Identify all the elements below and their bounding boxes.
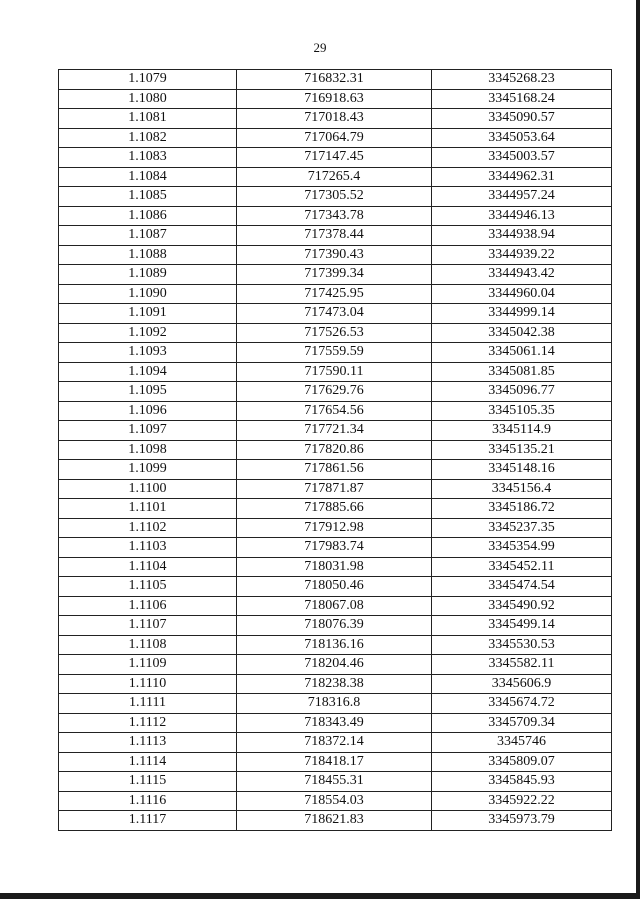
- y-coordinate-cell: 3345530.53: [432, 635, 612, 655]
- x-coordinate-cell: 718316.8: [237, 694, 432, 714]
- x-coordinate-cell: 717399.34: [237, 265, 432, 285]
- x-coordinate-cell: 717861.56: [237, 460, 432, 480]
- x-coordinate-cell: 717064.79: [237, 128, 432, 148]
- point-id-cell: 1.1108: [59, 635, 237, 655]
- y-coordinate-cell: 3345105.35: [432, 401, 612, 421]
- table-row: [59, 265, 612, 285]
- point-id-cell: 1.1115: [59, 772, 237, 792]
- x-coordinate-cell: 718050.46: [237, 577, 432, 597]
- table-row: [59, 596, 612, 616]
- coordinates-table-body: [59, 70, 612, 831]
- table-row: [59, 440, 612, 460]
- point-id-cell: 1.1116: [59, 791, 237, 811]
- y-coordinate-cell: 3345186.72: [432, 499, 612, 519]
- y-coordinate-cell: 3345168.24: [432, 89, 612, 109]
- point-id-cell: 1.1091: [59, 304, 237, 324]
- x-coordinate-cell: 718418.17: [237, 752, 432, 772]
- y-coordinate-cell: 3345922.22: [432, 791, 612, 811]
- y-coordinate-cell: 3345499.14: [432, 616, 612, 636]
- table-row: [59, 401, 612, 421]
- y-coordinate-cell: 3344943.42: [432, 265, 612, 285]
- point-id-cell: 1.1111: [59, 694, 237, 714]
- point-id-cell: 1.1114: [59, 752, 237, 772]
- y-coordinate-cell: 3344946.13: [432, 206, 612, 226]
- x-coordinate-cell: 717265.4: [237, 167, 432, 187]
- point-id-cell: 1.1109: [59, 655, 237, 675]
- y-coordinate-cell: 3345148.16: [432, 460, 612, 480]
- table-row: [59, 694, 612, 714]
- x-coordinate-cell: 717885.66: [237, 499, 432, 519]
- table-row: [59, 245, 612, 265]
- x-coordinate-cell: 718554.03: [237, 791, 432, 811]
- point-id-cell: 1.1096: [59, 401, 237, 421]
- y-coordinate-cell: 3345452.11: [432, 557, 612, 577]
- x-coordinate-cell: 717983.74: [237, 538, 432, 558]
- y-coordinate-cell: 3345606.9: [432, 674, 612, 694]
- point-id-cell: 1.1089: [59, 265, 237, 285]
- table-row: [59, 577, 612, 597]
- point-id-cell: 1.1106: [59, 596, 237, 616]
- point-id-cell: 1.1094: [59, 362, 237, 382]
- point-id-cell: 1.1100: [59, 479, 237, 499]
- table-row: [59, 811, 612, 831]
- table-row: [59, 460, 612, 480]
- x-coordinate-cell: 717912.98: [237, 518, 432, 538]
- table-row: [59, 343, 612, 363]
- point-id-cell: 1.1097: [59, 421, 237, 441]
- x-coordinate-cell: 717590.11: [237, 362, 432, 382]
- y-coordinate-cell: 3345135.21: [432, 440, 612, 460]
- table-row: [59, 323, 612, 343]
- table-row: [59, 148, 612, 168]
- point-id-cell: 1.1080: [59, 89, 237, 109]
- x-coordinate-cell: 717526.53: [237, 323, 432, 343]
- point-id-cell: 1.1088: [59, 245, 237, 265]
- y-coordinate-cell: 3345809.07: [432, 752, 612, 772]
- x-coordinate-cell: 717378.44: [237, 226, 432, 246]
- x-coordinate-cell: 717343.78: [237, 206, 432, 226]
- table-row: [59, 499, 612, 519]
- x-coordinate-cell: 717147.45: [237, 148, 432, 168]
- table-row: [59, 109, 612, 129]
- y-coordinate-cell: 3345268.23: [432, 70, 612, 90]
- table-row: [59, 538, 612, 558]
- point-id-cell: 1.1092: [59, 323, 237, 343]
- point-id-cell: 1.1085: [59, 187, 237, 207]
- x-coordinate-cell: 717018.43: [237, 109, 432, 129]
- table-row: [59, 421, 612, 441]
- y-coordinate-cell: 3345674.72: [432, 694, 612, 714]
- page-number: 29: [313, 40, 327, 55]
- point-id-cell: 1.1082: [59, 128, 237, 148]
- point-id-cell: 1.1083: [59, 148, 237, 168]
- table-row: [59, 635, 612, 655]
- table-row: [59, 772, 612, 792]
- point-id-cell: 1.1081: [59, 109, 237, 129]
- table-row: [59, 382, 612, 402]
- coordinates-table: [58, 69, 612, 831]
- point-id-cell: 1.1084: [59, 167, 237, 187]
- x-coordinate-cell: 716918.63: [237, 89, 432, 109]
- point-id-cell: 1.1102: [59, 518, 237, 538]
- x-coordinate-cell: 718372.14: [237, 733, 432, 753]
- y-coordinate-cell: 3345709.34: [432, 713, 612, 733]
- table-row: [59, 284, 612, 304]
- point-id-cell: 1.1087: [59, 226, 237, 246]
- table-row: [59, 362, 612, 382]
- y-coordinate-cell: 3345061.14: [432, 343, 612, 363]
- x-coordinate-cell: 718076.39: [237, 616, 432, 636]
- x-coordinate-cell: 717721.34: [237, 421, 432, 441]
- point-id-cell: 1.1101: [59, 499, 237, 519]
- table-row: [59, 557, 612, 577]
- point-id-cell: 1.1079: [59, 70, 237, 90]
- y-coordinate-cell: 3345746: [432, 733, 612, 753]
- y-coordinate-cell: 3344957.24: [432, 187, 612, 207]
- table-row: [59, 518, 612, 538]
- point-id-cell: 1.1093: [59, 343, 237, 363]
- y-coordinate-cell: 3345582.11: [432, 655, 612, 675]
- x-coordinate-cell: 718204.46: [237, 655, 432, 675]
- point-id-cell: 1.1090: [59, 284, 237, 304]
- y-coordinate-cell: 3345053.64: [432, 128, 612, 148]
- y-coordinate-cell: 3344939.22: [432, 245, 612, 265]
- x-coordinate-cell: 718136.16: [237, 635, 432, 655]
- point-id-cell: 1.1099: [59, 460, 237, 480]
- x-coordinate-cell: 717820.86: [237, 440, 432, 460]
- y-coordinate-cell: 3345114.9: [432, 421, 612, 441]
- y-coordinate-cell: 3345845.93: [432, 772, 612, 792]
- x-coordinate-cell: 718621.83: [237, 811, 432, 831]
- point-id-cell: 1.1110: [59, 674, 237, 694]
- x-coordinate-cell: 718067.08: [237, 596, 432, 616]
- point-id-cell: 1.1107: [59, 616, 237, 636]
- point-id-cell: 1.1105: [59, 577, 237, 597]
- y-coordinate-cell: 3344960.04: [432, 284, 612, 304]
- x-coordinate-cell: 717425.95: [237, 284, 432, 304]
- table-row: [59, 479, 612, 499]
- point-id-cell: 1.1086: [59, 206, 237, 226]
- table-row: [59, 733, 612, 753]
- point-id-cell: 1.1095: [59, 382, 237, 402]
- y-coordinate-cell: 3344938.94: [432, 226, 612, 246]
- table-row: [59, 752, 612, 772]
- table-row: [59, 226, 612, 246]
- point-id-cell: 1.1098: [59, 440, 237, 460]
- table-row: [59, 187, 612, 207]
- y-coordinate-cell: 3345090.57: [432, 109, 612, 129]
- table-row: [59, 791, 612, 811]
- x-coordinate-cell: 718238.38: [237, 674, 432, 694]
- point-id-cell: 1.1104: [59, 557, 237, 577]
- y-coordinate-cell: 3345973.79: [432, 811, 612, 831]
- y-coordinate-cell: 3344962.31: [432, 167, 612, 187]
- y-coordinate-cell: 3345354.99: [432, 538, 612, 558]
- table-row: [59, 655, 612, 675]
- x-coordinate-cell: 717654.56: [237, 401, 432, 421]
- table-row: [59, 304, 612, 324]
- point-id-cell: 1.1112: [59, 713, 237, 733]
- x-coordinate-cell: 717390.43: [237, 245, 432, 265]
- y-coordinate-cell: 3345096.77: [432, 382, 612, 402]
- x-coordinate-cell: 717871.87: [237, 479, 432, 499]
- y-coordinate-cell: 3345474.54: [432, 577, 612, 597]
- x-coordinate-cell: 718455.31: [237, 772, 432, 792]
- table-row: [59, 167, 612, 187]
- y-coordinate-cell: 3344999.14: [432, 304, 612, 324]
- table-row: [59, 674, 612, 694]
- table-row: [59, 616, 612, 636]
- x-coordinate-cell: 717305.52: [237, 187, 432, 207]
- x-coordinate-cell: 717559.59: [237, 343, 432, 363]
- y-coordinate-cell: 3345042.38: [432, 323, 612, 343]
- table-row: [59, 206, 612, 226]
- x-coordinate-cell: 716832.31: [237, 70, 432, 90]
- y-coordinate-cell: 3345156.4: [432, 479, 612, 499]
- x-coordinate-cell: 718343.49: [237, 713, 432, 733]
- x-coordinate-cell: 718031.98: [237, 557, 432, 577]
- y-coordinate-cell: 3345081.85: [432, 362, 612, 382]
- table-row: [59, 89, 612, 109]
- point-id-cell: 1.1103: [59, 538, 237, 558]
- point-id-cell: 1.1113: [59, 733, 237, 753]
- table-row: [59, 713, 612, 733]
- y-coordinate-cell: 3345237.35: [432, 518, 612, 538]
- y-coordinate-cell: 3345003.57: [432, 148, 612, 168]
- point-id-cell: 1.1117: [59, 811, 237, 831]
- table-row: [59, 128, 612, 148]
- x-coordinate-cell: 717473.04: [237, 304, 432, 324]
- table-row: [59, 70, 612, 90]
- x-coordinate-cell: 717629.76: [237, 382, 432, 402]
- y-coordinate-cell: 3345490.92: [432, 596, 612, 616]
